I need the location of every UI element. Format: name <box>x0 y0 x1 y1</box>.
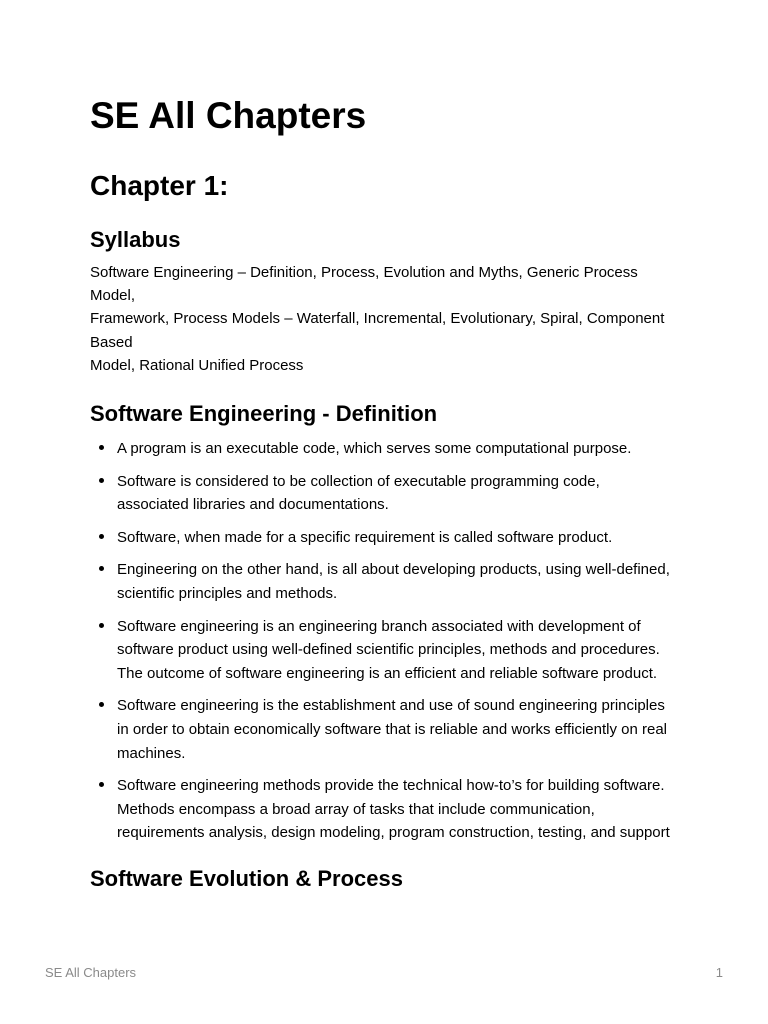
syllabus-line: Framework, Process Models – Waterfall, Incremental, Evolutionary, Spiral, Component <box>90 310 665 328</box>
bullet-icon <box>99 623 104 628</box>
bullet-icon <box>99 445 104 450</box>
syllabus-line: Software Engineering – Definition, Process, Evolution and Myths, Generic Process <box>90 264 638 281</box>
list-item <box>90 437 680 461</box>
list-item <box>90 774 680 845</box>
list-item-line: Software engineering is the establishment and use of sound engineering principles <box>117 697 665 715</box>
syllabus-line: Model, Rational Unified Process <box>90 356 304 374</box>
footer-title: SE All Chapters <box>45 965 137 980</box>
syllabus-line: Based <box>90 333 133 351</box>
syllabus-text <box>90 261 680 377</box>
list-item-line: Engineering on the other hand, is all about developing products, using well-defined, <box>117 561 670 579</box>
syllabus-heading: Syllabus <box>90 227 181 252</box>
bullet-icon <box>99 478 104 483</box>
list-item-line: in order to obtain economically software that is reliable and works efficiently on real <box>117 720 668 738</box>
list-item-line: Software engineering methods provide the technical how-to’s for building software. <box>117 777 665 795</box>
syllabus-line: Model, <box>90 287 136 305</box>
list-item-line: Software, when made for a specific requirement is called software product. <box>117 528 613 546</box>
list-item-line: requirements analysis, design modeling, program construction, testing, and support <box>117 824 670 842</box>
list-item-line: Software engineering is an engineering branch associated with development of <box>117 617 641 635</box>
bullet-icon <box>99 534 104 539</box>
chapter-title: Chapter 1: <box>90 170 229 201</box>
page-number: 1 <box>715 965 723 980</box>
list-item-line: scientific principles and methods. <box>117 584 338 602</box>
list-item <box>90 526 680 550</box>
list-item-line: Methods encompass a broad array of tasks that include communication, <box>117 800 595 818</box>
document-title: SE All Chapters <box>90 95 367 136</box>
list-item-line: software product using well-defined scientific principles, methods and procedures. <box>117 641 660 659</box>
bullet-icon <box>99 566 104 571</box>
list-item <box>90 615 680 686</box>
list-item <box>90 694 680 765</box>
definition-heading: Software Engineering - Definition <box>90 401 438 426</box>
list-item <box>90 558 680 605</box>
list-item-line: The outcome of software engineering is an efficient and reliable software product. <box>117 664 658 682</box>
list-item-line: A program is an executable code, which serves some computational purpose. <box>117 440 632 457</box>
list-item <box>90 470 680 517</box>
bullet-icon <box>99 702 104 707</box>
list-item-line: Software is considered to be collection of executable programming code, <box>117 472 600 490</box>
list-item-line: associated libraries and documentations. <box>117 496 389 514</box>
bullet-icon <box>99 782 104 787</box>
definition-list <box>90 437 680 854</box>
evolution-heading: Software Evolution & Process <box>90 866 403 891</box>
list-item-line: machines. <box>117 744 186 762</box>
